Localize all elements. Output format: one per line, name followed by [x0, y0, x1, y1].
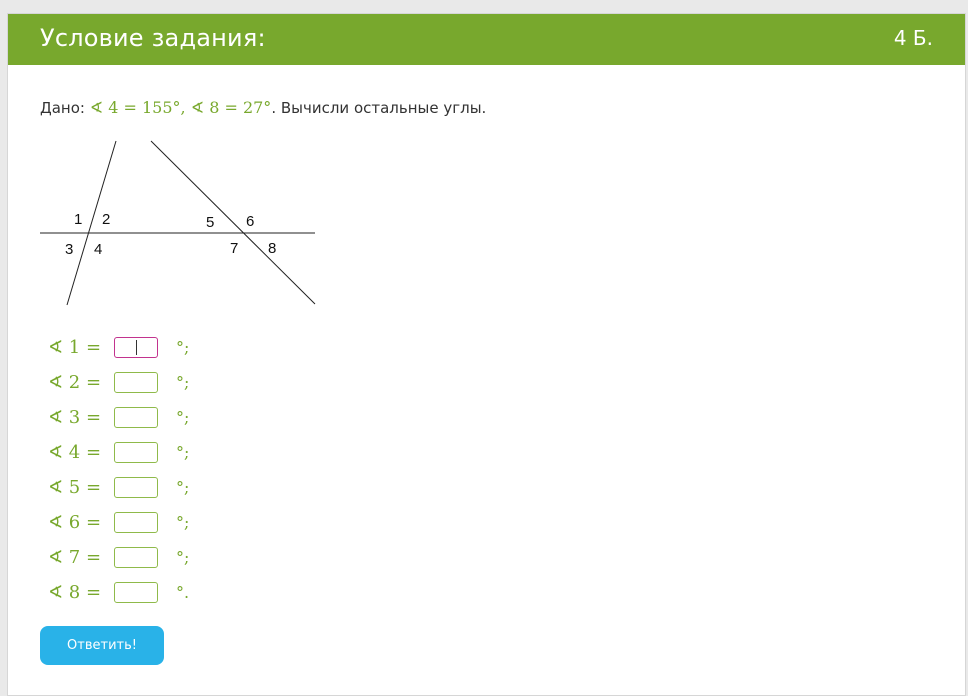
angle-2-label: ∢ 2 =: [48, 372, 102, 393]
degree-unit: °;: [176, 373, 190, 392]
angle-7-label: ∢ 7 =: [48, 547, 102, 568]
angle-6-input[interactable]: [114, 512, 158, 533]
answer-row-7: [48, 540, 189, 575]
degree-unit: °;: [176, 338, 190, 357]
given-label: Дано:: [40, 99, 85, 117]
angle-label-2: 2: [102, 211, 111, 228]
angle-label-5: 5: [206, 214, 215, 231]
angle-label-1: 1: [74, 211, 83, 228]
angle-4-input[interactable]: [114, 442, 158, 463]
degree-unit: °.: [176, 583, 190, 602]
angle-label-7: 7: [230, 240, 239, 257]
angle-label-3: 3: [65, 241, 74, 258]
task-title: Условие задания:: [40, 24, 266, 52]
answer-row-6: [48, 505, 189, 540]
task-statement: [40, 98, 486, 117]
task-panel: [7, 13, 966, 696]
angle-8-input[interactable]: [114, 582, 158, 603]
answer-row-3: [48, 400, 189, 435]
angle-3-input[interactable]: [114, 407, 158, 428]
angle-5-label: ∢ 5 =: [48, 477, 102, 498]
answer-row-5: [48, 470, 189, 505]
angle-3-label: ∢ 3 =: [48, 407, 102, 428]
angle-8-label: ∢ 8 =: [48, 582, 102, 603]
angle-6-label: ∢ 6 =: [48, 512, 102, 533]
angle-label-8: 8: [268, 240, 277, 257]
answer-row-8: [48, 575, 189, 610]
angle-1-label: ∢ 1 =: [48, 337, 102, 358]
angle-label-4: 4: [94, 241, 103, 258]
degree-unit: °;: [176, 513, 190, 532]
angle-1-input[interactable]: [114, 337, 158, 358]
lines-diagram: [38, 138, 328, 313]
answer-row-1: [48, 330, 189, 365]
answer-row-4: [48, 435, 189, 470]
degree-unit: °;: [176, 443, 190, 462]
task-instruction: . Вычисли остальные углы.: [271, 99, 487, 117]
right-secant-line: [151, 141, 315, 304]
angle-4-label: ∢ 4 =: [48, 442, 102, 463]
angle-label-6: 6: [246, 213, 255, 230]
given-math: ∢ 4 = 155°, ∢ 8 = 27°: [89, 98, 272, 117]
answer-row-2: [48, 365, 189, 400]
degree-unit: °;: [176, 548, 190, 567]
geometry-figure: [38, 138, 328, 317]
submit-button[interactable]: Ответить!: [40, 626, 164, 665]
task-header: [8, 14, 965, 65]
degree-unit: °;: [176, 408, 190, 427]
degree-unit: °;: [176, 478, 190, 497]
points-badge: 4 Б.: [893, 26, 933, 50]
angle-2-input[interactable]: [114, 372, 158, 393]
angle-7-input[interactable]: [114, 547, 158, 568]
angle-5-input[interactable]: [114, 477, 158, 498]
answers-list: [48, 330, 189, 610]
